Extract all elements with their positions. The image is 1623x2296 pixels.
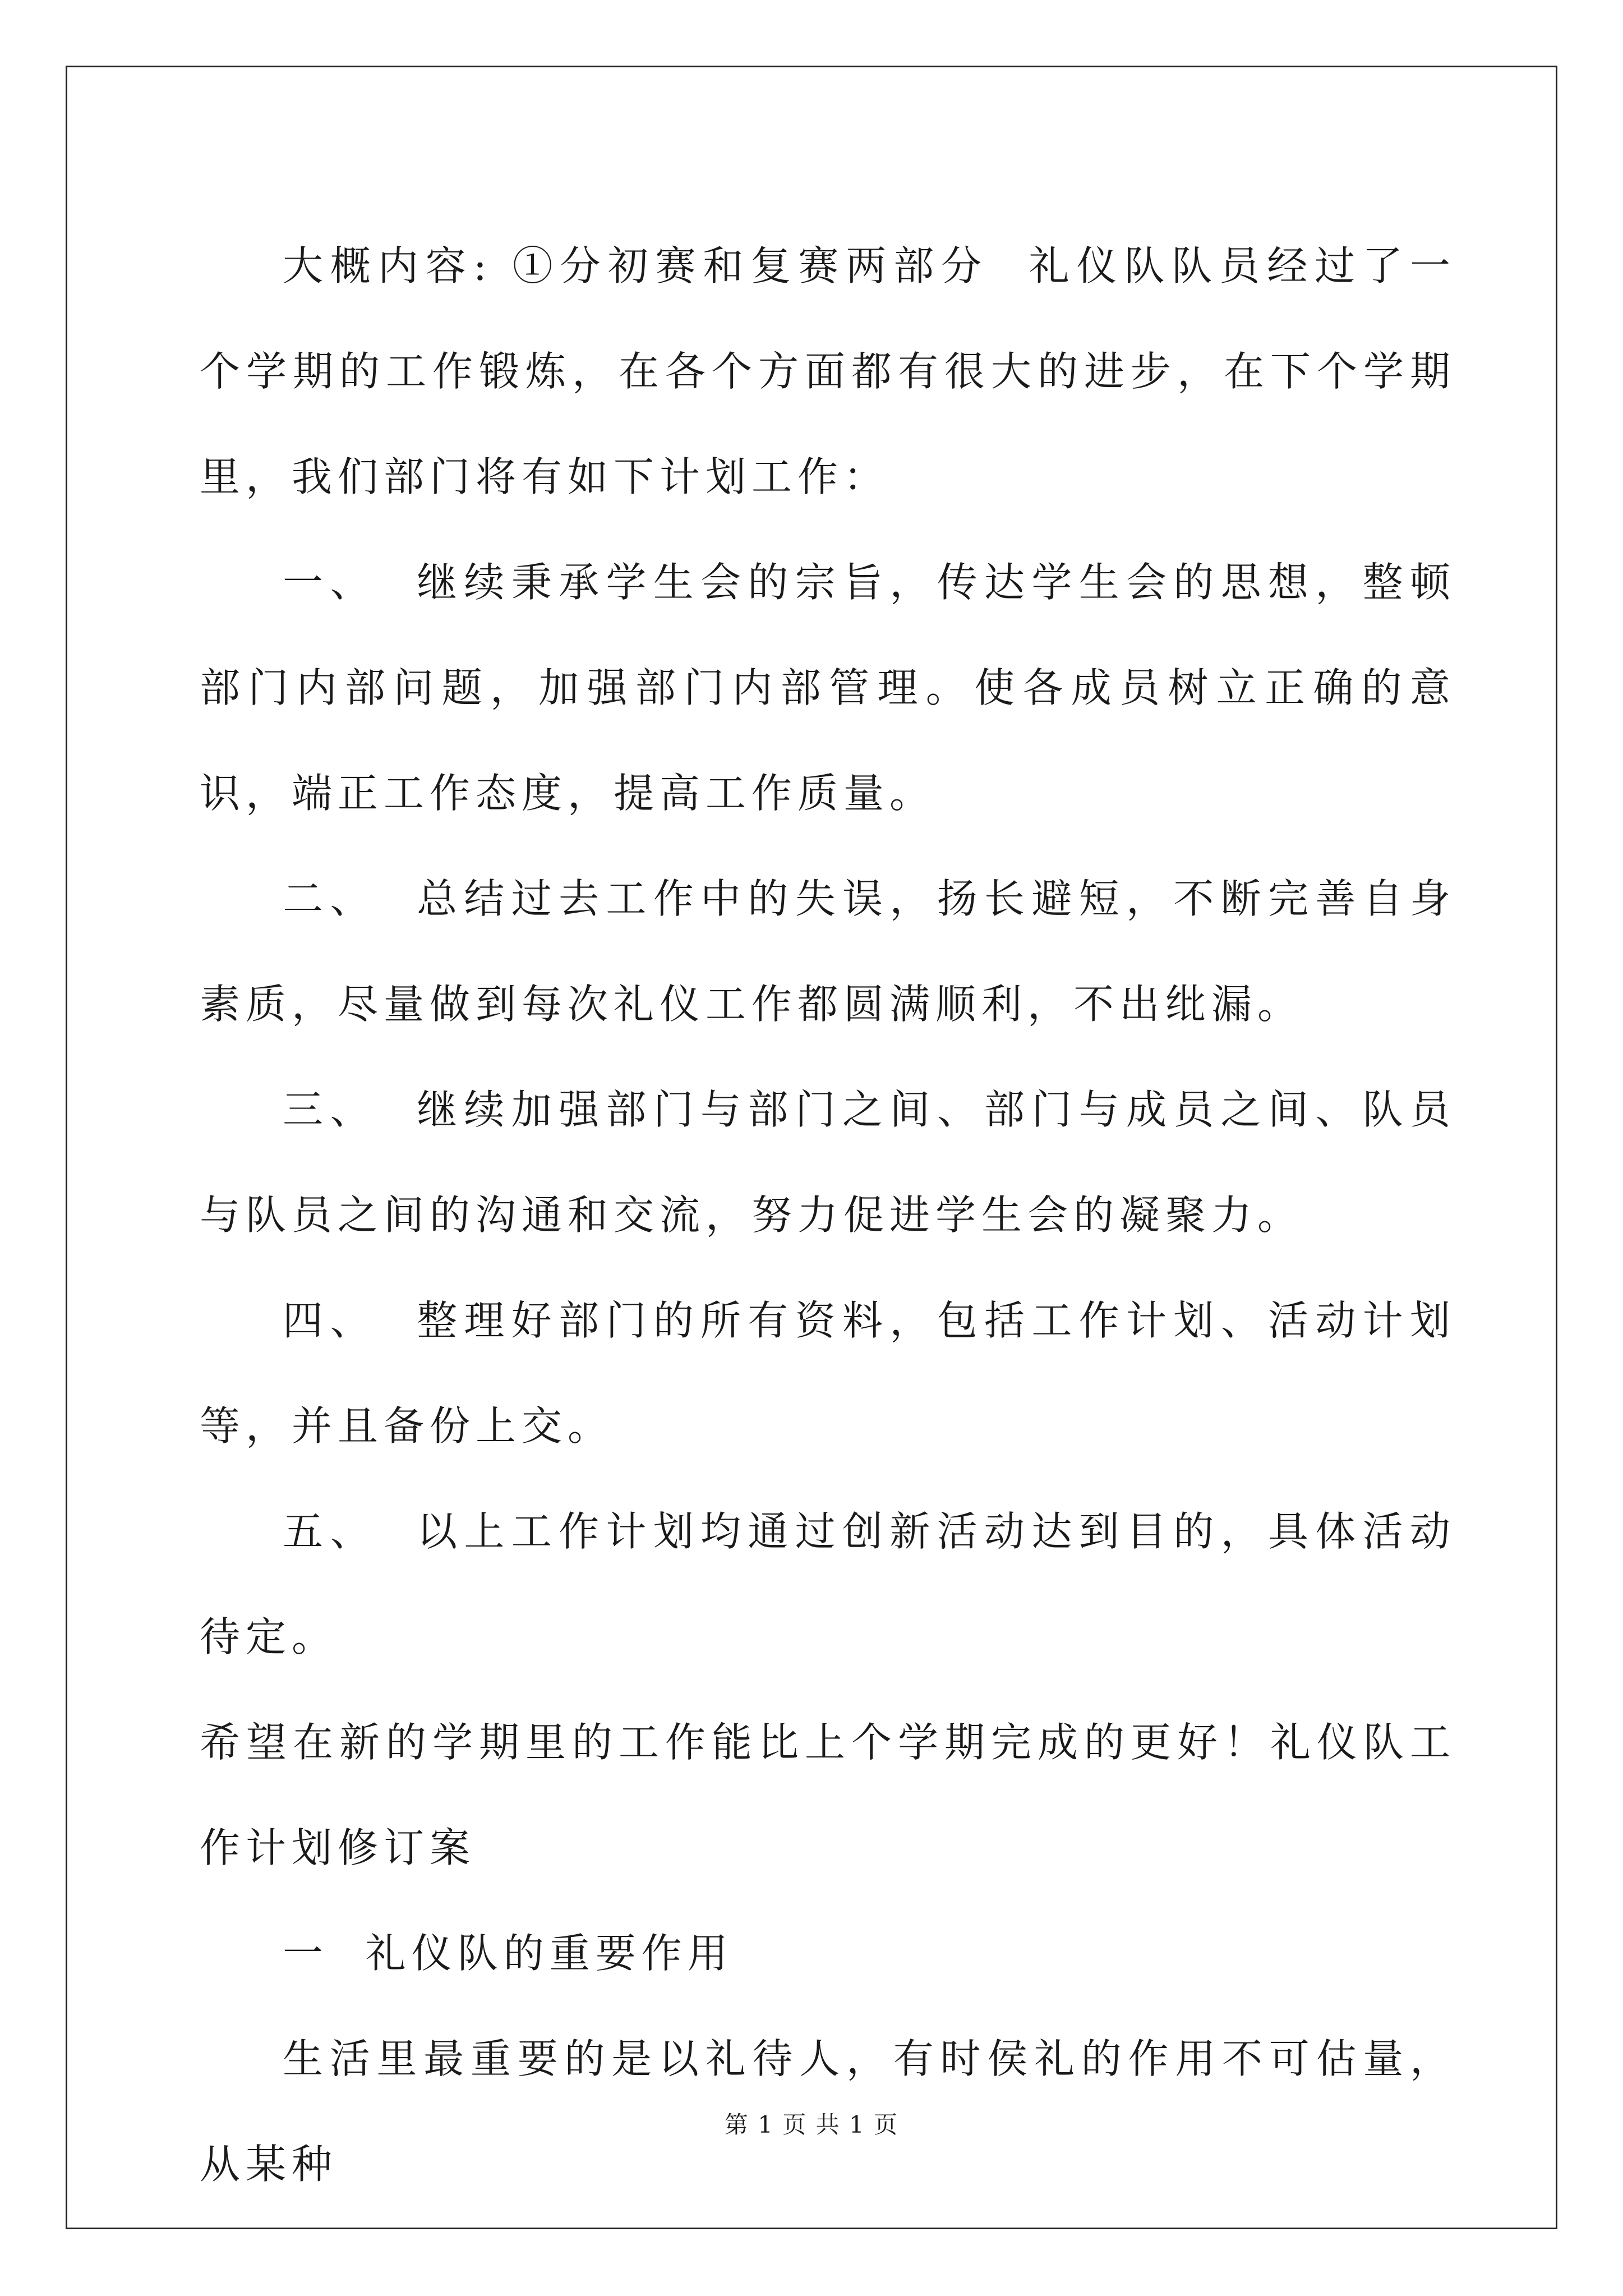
paragraph-intro: 大概内容: ①分初赛和复赛两部分 礼仪队队员经过了一个学期的工作锻炼，在各个方面都有很大的进步，在下个学期里，我们部门将有如下计划工作： [200, 242, 1456, 500]
paragraph-item-2: 二、 总结过去工作中的失误，扬长避短，不断完善自身素质，尽量做到每次礼仪工作都圆满顺利，不出纰漏。 [200, 875, 1456, 1028]
paragraph-body: 生活里最重要的是以礼待人，有时侯礼的作用不可估量，从某种 [200, 2035, 1456, 2188]
paragraph-hope: 希望在新的学期里的工作能比上个学期完成的更好！礼仪队工作计划修订案 [200, 1719, 1456, 1871]
paragraph-item-4: 四、 整理好部门的所有资料，包括工作计划、活动计划等，并且备份上交。 [200, 1297, 1456, 1450]
page-footer: 第 1 页 共 1 页 [724, 2111, 899, 2138]
paragraph-item-3: 三、 继续加强部门与部门之间、部门与成员之间、队员与队员之间的沟通和交流，努力促进学生会的凝聚力。 [200, 1086, 1456, 1239]
paragraph-item-5: 五、 以上工作计划均通过创新活动达到目的，具体活动待定。 [200, 1508, 1456, 1660]
document-body [200, 213, 1456, 2217]
paragraph-item-1: 一、 继续秉承学生会的宗旨，传达学生会的思想，整顿部门内部问题，加强部门内部管理。使各成员树立正确的意识，端正工作态度，提高工作质量。 [200, 559, 1456, 817]
section-heading: 一 礼仪队的重要作用 [283, 1930, 734, 1977]
